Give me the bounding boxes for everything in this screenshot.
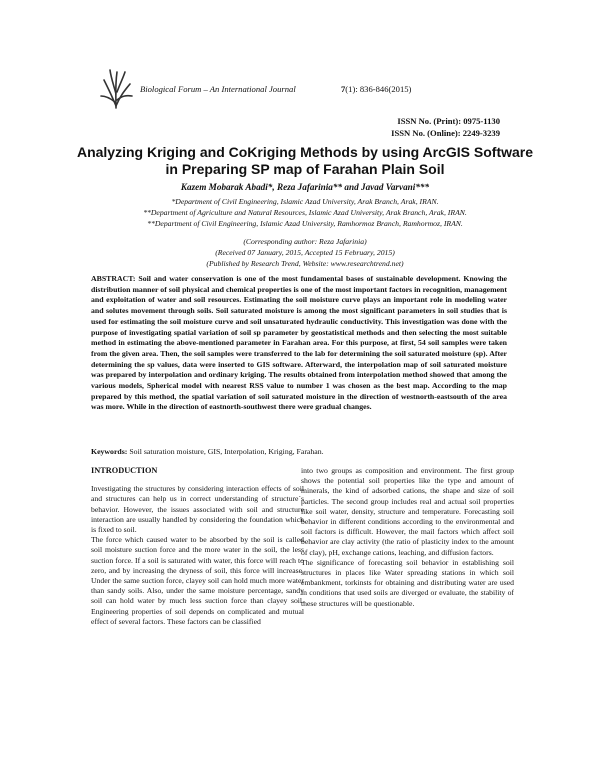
authors: Kazem Mobarak Abadi*, Reza Jafarinia** and Javad Varvani*** [180,182,430,192]
keywords-label: Keywords: [91,447,128,456]
affiliation-2: **Department of Agriculture and Natural Resources, Islamic Azad University, Arak Branch, Arak, IRAN. [143,208,467,217]
issn-print: ISSN No. (Print): 0975-1130 [397,116,500,126]
volume-pages: (1): 836-846(2015) [345,84,412,94]
publisher-info: (Published by Research Trend, Website: www.researchtrend.net) [206,259,404,268]
journal-name: Biological Forum – An International Journal [140,84,296,94]
keywords-text: Soil saturation moisture, GIS, Interpolation, Kriging, Farahan. [129,447,324,456]
paragraph: Investigating the structures by considering interaction effects of soil and structures can help us in correct understanding of structure`s behavior. However, the issues associated with soil and structure interaction are usually handled by considering the foundation which is fixed to soil. [91,484,304,535]
issn-online: ISSN No. (Online): 2249-3239 [391,128,500,138]
paper-title: Analyzing Kriging and CoKriging Methods by using ArcGIS Software in Preparing SP map of Farahan Plain Soil [76,144,534,177]
abstract-text: Soil and water conservation is one of the most fundamental bases of sustainable development. Knowing the distribution manner of soil physical and chemical properties is one of the most important factors in recognition, management and exploitation of water and soil resources. Estimating the soil moisture curve plays an important role in modeling water and solutes movement through soils. Soil saturated moisture is among the most significant parameters in soil studies that is used for estimating the soil moisture curve and soil unsaturated hydraulic conductivity. This investigation was done with the purpose of investigating spatial variation of soil sp parameter by geostatistical methods and then selecting the most suitable method in estimating the above-mentioned parameter in Farahan area. For this purpose, at first, 54 soil samples were taken from the given area. Then, the soil samples were transferred to the lab for determining the soil saturated moisture (sp). After determining the sp values, data were inserted to GIS software. Afterward, the interpolation map of soil saturated moisture was prepared by interpolation and ordinary kriging. The results obtained from interpolation method showed that among the various models, Spherical model with nearest RSS value to number 1 was chosen as the best map. According to the map prepared by this method, the spatial variation of soil saturated moisture in the direction of westnorth-eastsouth of the area was more. While in the direction of eastnorth-southwest there were gradual changes. [91,274,507,412]
volume-number: 7 [341,84,346,94]
affiliation-3: **Department of Civil Engineering, Islamic Azad University, Ramhormoz Branch, Ramhormoz, IRAN. [147,219,463,228]
paragraph: The force which caused water to be absorbed by the soil is called soil moisture suction force and the more water in the soil, the less suction force. If a soil is saturated with water, this force will reach to zero, and by increasing the dryness of soil, this force will increase. Under the same suction force, clayey soil can hold much more water than sandy soils. Also, under the same moisture percentage, sandy soil can hold water by much less suction force than clayey soil. Engineering properties of soil depends on complicated and mutual effect of several factors. These factors can be classified [91,535,304,626]
journal-logo-icon [98,66,134,110]
abstract [91,274,507,413]
volume-info [341,84,411,94]
keywords [91,447,507,456]
introduction-heading: INTRODUCTION [91,466,158,475]
paragraph: into two groups as composition and environment. The first group shows the potential soil properties like the type and amount of minerals, the kind of adsorbed cations, the shape and size of soil particles. The second group includes real and actual soil properties like soil water, density, structure and temperature. Forecasting soil behavior in different conditions according to the environmental and soil factors is difficult. However, the mail factors which affect soil behavior are clay activity (the ratio of plasticity index to the amount of clay), pH, exchange cations, leaching, and diffusion factors. [301,466,514,557]
abstract-label: ABSTRACT: [91,274,136,283]
right-column [301,466,514,609]
corresponding-author: (Corresponding author: Reza Jafarinia) [243,237,367,246]
affiliation-1: *Department of Civil Engineering, Islamic Azad University, Arak Branch, Arak, IRAN. [171,197,439,206]
received-dates: (Received 07 January, 2015, Accepted 15 February, 2015) [215,248,395,257]
paragraph: The significance of forecasting soil behavior in establishing soil structures in places like Water spreading stations in which soil embankment, torkinsts for obtaining and distributing water are used in conditions that used soils are diverged or evaluate, the stability of these structures will be questionable. [301,557,514,608]
left-column [91,466,304,627]
